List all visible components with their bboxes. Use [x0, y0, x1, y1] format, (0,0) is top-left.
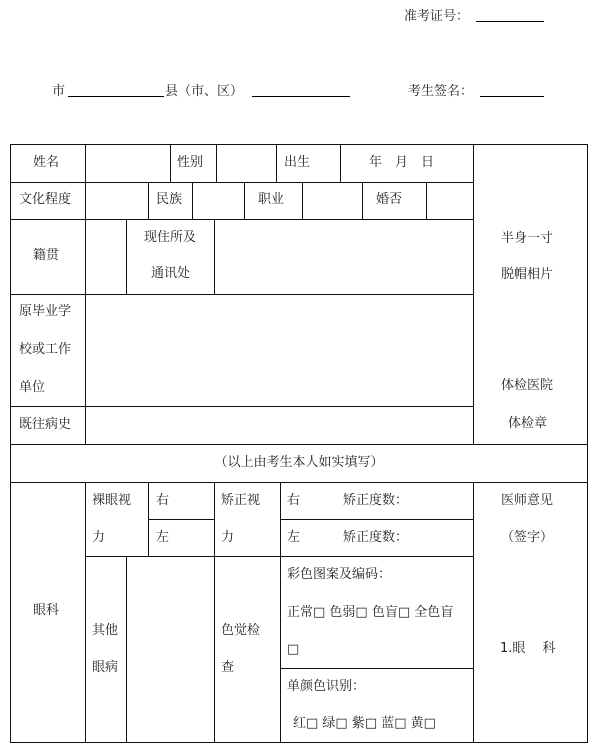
other-eye-disease-label-2: 眼病 — [92, 660, 119, 675]
gender-field[interactable] — [217, 145, 276, 182]
ethnicity-label: 民族 — [156, 192, 183, 207]
school-label-2: 校或工作 — [19, 342, 72, 357]
school-label-3: 单位 — [19, 380, 46, 395]
address-field[interactable] — [215, 220, 473, 294]
exam-number-label: 准考证号： — [404, 9, 470, 24]
school-field[interactable] — [86, 295, 473, 406]
medical-history-field[interactable] — [86, 407, 473, 444]
address-label-1: 现住所及 — [144, 230, 197, 245]
native-place-label: 籍贯 — [33, 248, 60, 263]
doctor-dept-label: 1.眼 科 — [500, 641, 556, 656]
marital-field[interactable] — [427, 183, 473, 219]
occupation-field[interactable] — [303, 183, 362, 219]
photo-label-2: 脱帽相片 — [501, 267, 554, 282]
naked-left-label: 左 — [156, 530, 170, 545]
signature-field[interactable] — [480, 96, 544, 97]
photo-area — [474, 145, 587, 444]
school-label-1: 原毕业学 — [19, 304, 72, 319]
single-color-label: 单颜色识别： — [287, 679, 366, 694]
ethnicity-field[interactable] — [193, 183, 244, 219]
city-label: 市 — [52, 84, 66, 99]
birth-date-field[interactable]: 年 月 日 — [369, 155, 435, 170]
exam-number-field[interactable] — [476, 21, 544, 22]
naked-vision-label-1: 裸眼视 — [92, 493, 132, 508]
naked-vision-label-2: 力 — [92, 530, 106, 545]
hospital-label-1: 体检医院 — [501, 378, 554, 393]
other-eye-disease-field[interactable] — [127, 557, 214, 742]
medical-history-label: 既往病史 — [19, 417, 72, 432]
corrected-right-label: 右 — [287, 493, 301, 508]
gender-label: 性别 — [177, 155, 204, 170]
single-color-options[interactable]: 红□ 绿□ 紫□ 蓝□ 黄□ — [293, 716, 436, 731]
correction-degree-right[interactable]: 矫正度数： — [343, 493, 409, 508]
education-label: 文化程度 — [19, 192, 72, 207]
color-check-label-1: 色觉检 — [221, 623, 261, 638]
eye-section-label: 眼科 — [33, 603, 60, 618]
name-field[interactable] — [86, 145, 170, 182]
signature-label: 考生签名： — [408, 84, 474, 99]
naked-right-label: 右 — [156, 493, 170, 508]
other-eye-disease-label-1: 其他 — [92, 623, 119, 638]
corrected-left-label: 左 — [287, 530, 301, 545]
corrected-vision-label-2: 力 — [221, 530, 235, 545]
corrected-vision-label-1: 矫正视 — [221, 493, 261, 508]
occupation-label: 职业 — [258, 192, 285, 207]
doctor-opinion-label: 医师意见 — [501, 493, 554, 508]
color-pattern-last-option[interactable]: □ — [287, 642, 300, 657]
doctor-sign-label: （签字） — [501, 530, 554, 545]
county-label: 县（市、区） — [165, 84, 244, 99]
county-field[interactable] — [252, 96, 350, 97]
marital-label: 婚否 — [376, 192, 403, 207]
color-pattern-label: 彩色图案及编码： — [287, 567, 392, 582]
education-field[interactable] — [86, 183, 148, 219]
self-fill-note: （以上由考生本人如实填写） — [214, 455, 384, 470]
color-check-label-2: 查 — [221, 660, 235, 675]
color-pattern-options[interactable]: 正常□ 色弱□ 色盲□ 全色盲 — [287, 605, 454, 620]
name-label: 姓名 — [33, 155, 60, 170]
correction-degree-left[interactable]: 矫正度数： — [343, 530, 409, 545]
address-label-2: 通讯处 — [151, 266, 191, 281]
hospital-label-2: 体检章 — [508, 416, 548, 431]
photo-label-1: 半身一寸 — [501, 231, 554, 246]
birth-label: 出生 — [284, 155, 311, 170]
city-field[interactable] — [68, 96, 164, 97]
native-place-field[interactable] — [86, 220, 126, 294]
